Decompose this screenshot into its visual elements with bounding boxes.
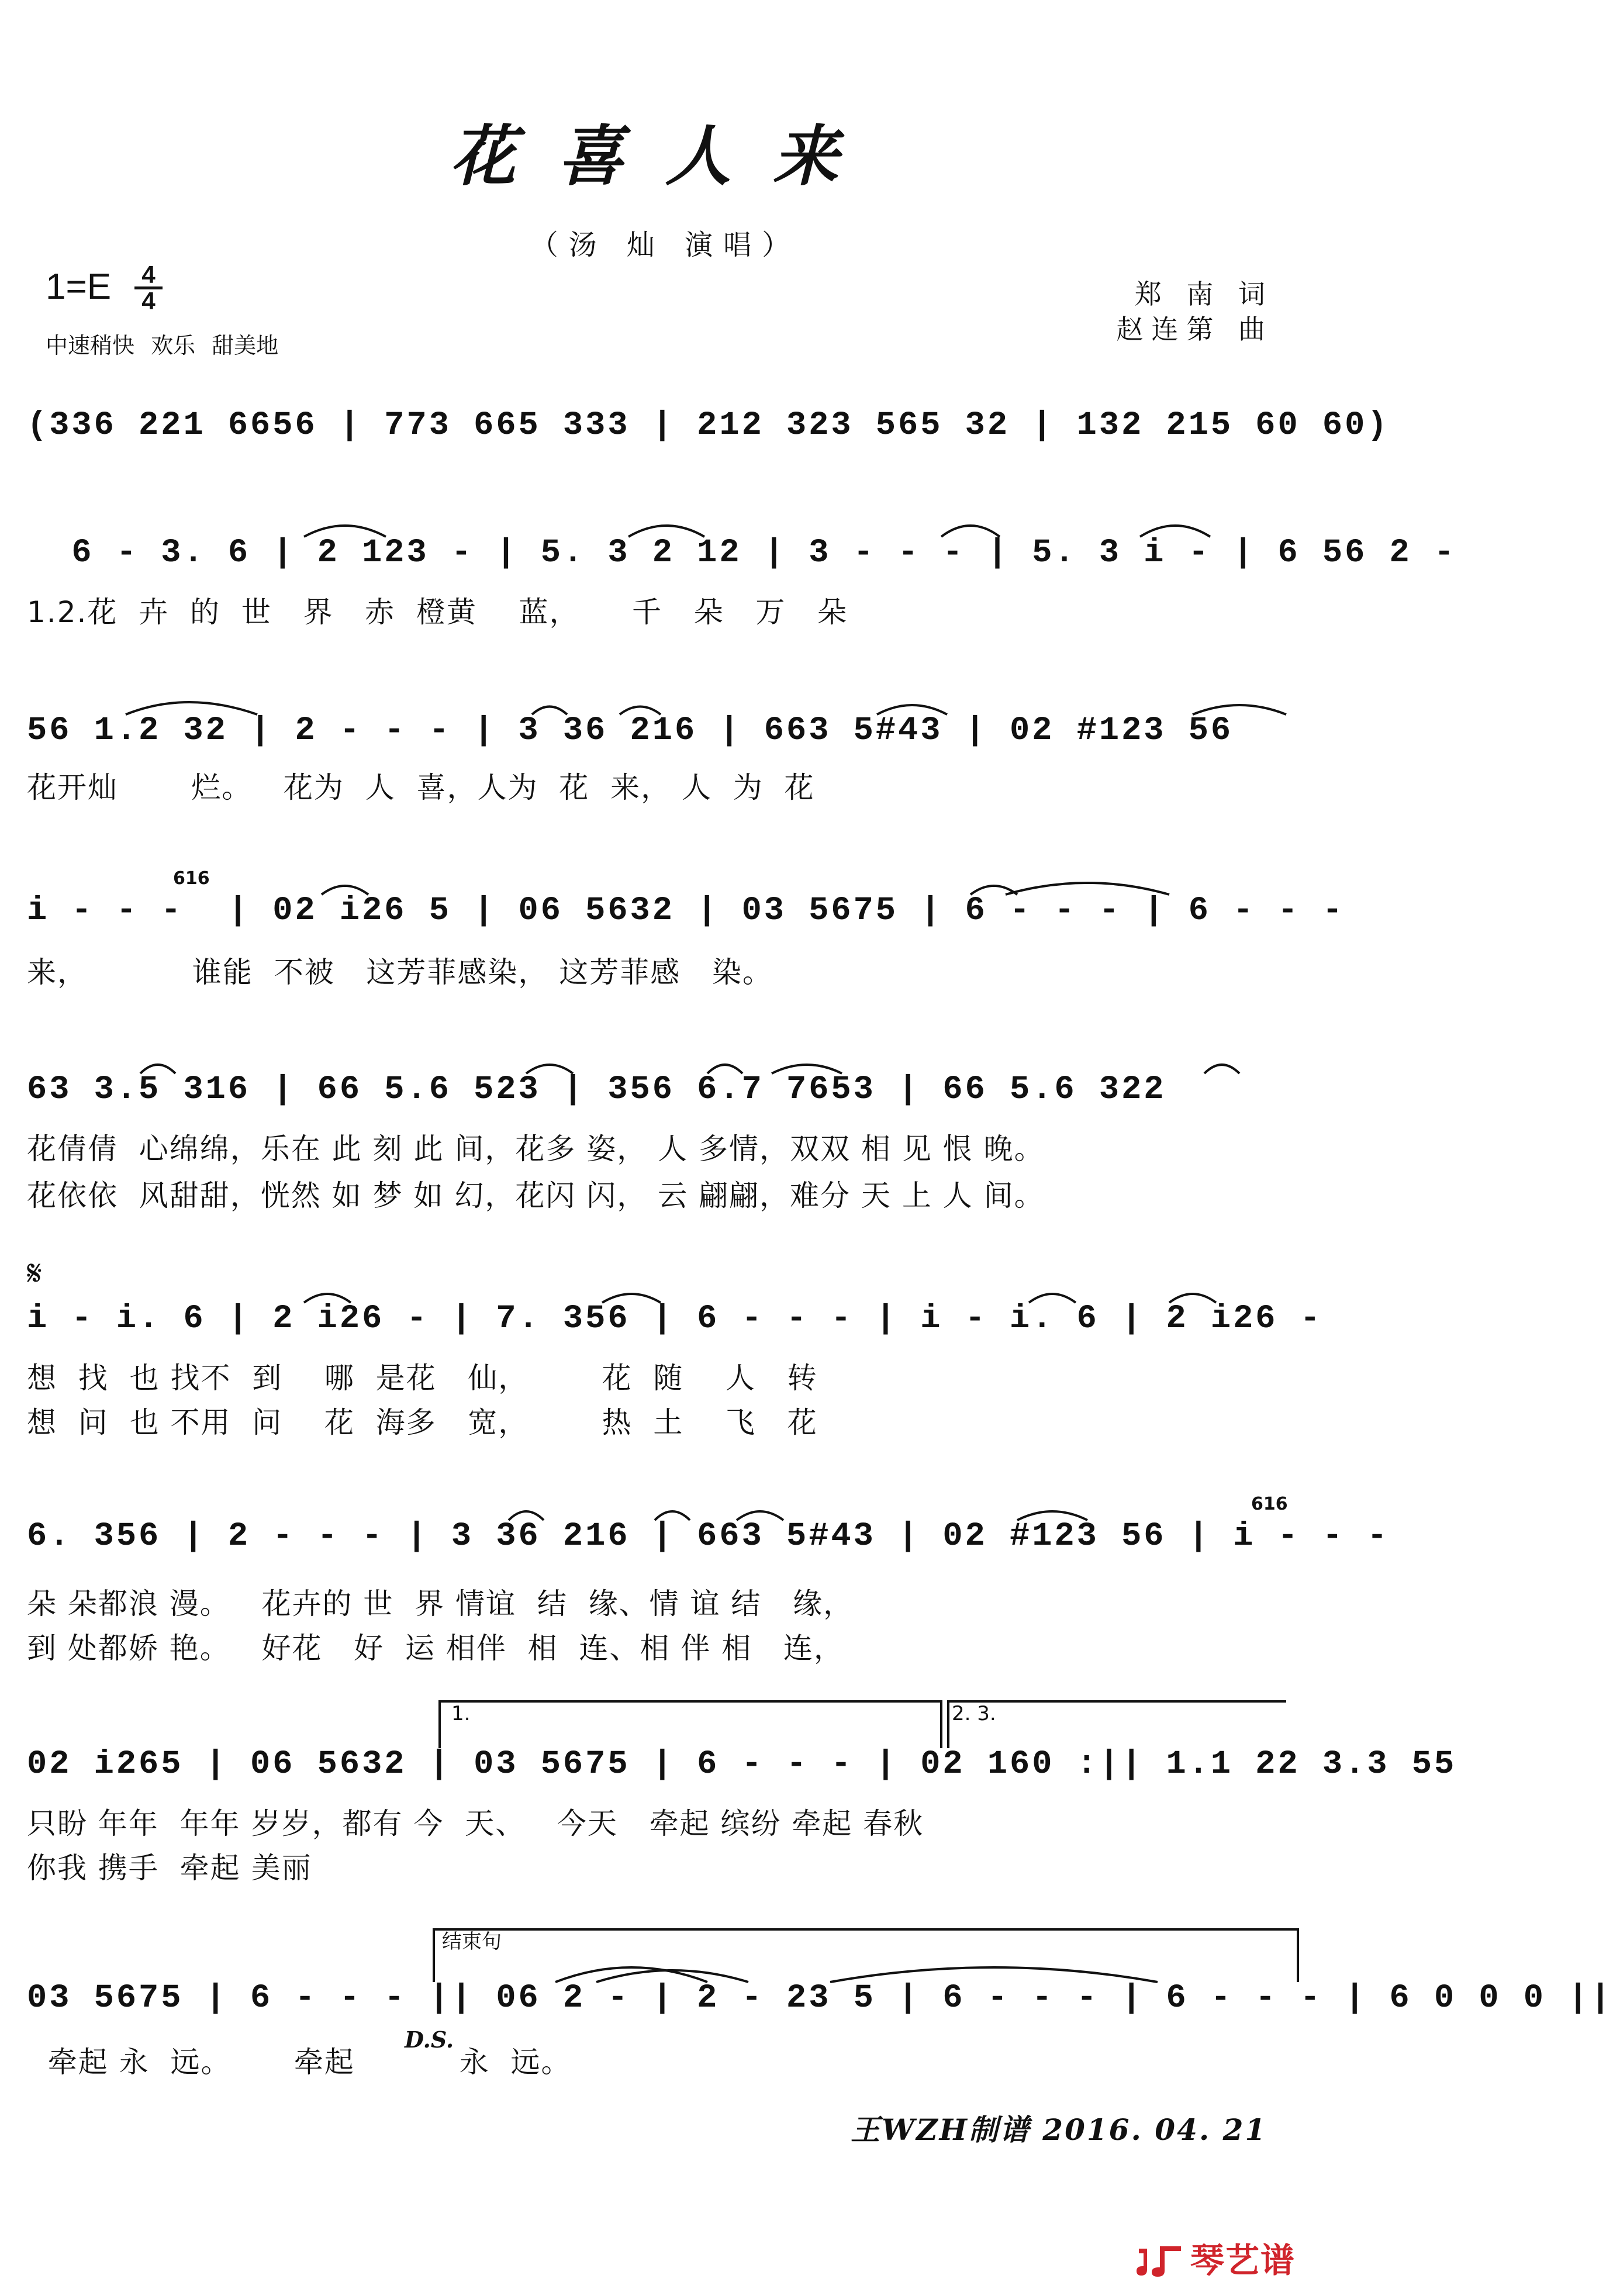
slur xyxy=(1029,1294,1076,1303)
lyric-line-2-1: 花开灿 烂。 花为 人 喜，人为 花 来， 人 为 花 xyxy=(27,771,815,805)
singer-credit: （汤 灿 演唱） xyxy=(530,229,801,261)
notation-line-8: 03 5675 | 6 - - - || 06 2 - | 2 - 23 5 | 6 - - - | 6 - - - | 6 0 0 0 || xyxy=(27,1980,1613,2017)
lyric-line-4-1: 花倩倩 心绵绵，乐在 此 刻 此 间，花多 姿， 人 多情，双双 相 见 恨 晚。 xyxy=(27,1132,1045,1166)
arranger-signature: 王WZH制谱 2016. 04. 21 xyxy=(851,2112,1267,2147)
grace-note-2: 616 xyxy=(1251,1494,1288,1514)
lyric-line-3-1: 来， 谁能 不被 这芳菲感染， 这芳菲感 染。 xyxy=(27,955,773,989)
slur xyxy=(526,1065,573,1073)
notation-line-6: 6. 356 | 2 - - - | 3 36 216 | 663 5#43 | 02 #123 56 | i - - - xyxy=(27,1518,1390,1555)
volta-1-label: 1. xyxy=(451,1702,471,1725)
slur xyxy=(140,1065,175,1073)
lyric-line-6-1: 朵 朵都浪 漫。 花卉的 世 界 情谊 结 缘、情 谊 结 缘， xyxy=(27,1587,854,1621)
lyric-line-1-1: 1.2.花 卉 的 世 界 赤 橙黄 蓝， 千 朵 万 朵 xyxy=(27,595,848,629)
notation-line-7: 02 i265 | 06 5632 | 03 5675 | 6 - - - | 02 160 :|| 1.1 22 3.3 55 xyxy=(27,1746,1457,1783)
lyric-line-6-2: 到 处都娇 艳。 好花 好 运 相伴 相 连、相 伴 相 连， xyxy=(27,1631,844,1665)
lyric-line-7-2: 你我 携手 牵起 美丽 xyxy=(27,1851,312,1885)
logo-text: 琴艺谱 xyxy=(1190,2240,1296,2280)
slur xyxy=(941,526,1000,537)
slur xyxy=(877,705,947,714)
lyricist-credit: 郑 南 词 xyxy=(1134,278,1273,310)
volta-23-bracket xyxy=(948,1701,1286,1748)
notation-line-1: 6 - 3. 6 | 2 123 - | 5. 3 2 12 | 3 - - - | 5. 3 i - | 6 56 2 - xyxy=(27,534,1457,572)
slur xyxy=(126,702,257,714)
slur xyxy=(772,1065,842,1073)
site-logo xyxy=(1135,2240,1296,2280)
lyric-line-8-1: 牵起 永 远。 牵起 永 远。 xyxy=(27,2045,572,2079)
slur xyxy=(1204,1065,1239,1073)
slur xyxy=(655,1511,690,1520)
key-signature: 1=E xyxy=(46,267,112,307)
ds-mark: D.S. xyxy=(405,2026,454,2053)
composer-credit: 赵连第 曲 xyxy=(1116,313,1273,345)
time-signature-top: 4 xyxy=(134,263,163,289)
lyric-line-7-1: 只盼 年年 年年 岁岁，都有 今 天、 今天 牵起 缤纷 牵起 春秋 xyxy=(27,1807,924,1841)
notation-line-5: i - i. 6 | 2 i26 - | 7. 356 | 6 - - - | i - i. 6 | 2 i26 - xyxy=(27,1300,1322,1338)
tempo-marking: 中速稍快 欢乐 甜美地 xyxy=(46,333,279,358)
volta-1-bracket xyxy=(440,1701,941,1748)
slur xyxy=(628,526,704,537)
slur xyxy=(304,526,386,537)
volta-23-label: 2. 3. xyxy=(952,1702,996,1725)
slur xyxy=(602,1294,661,1303)
time-signature-bottom: 4 xyxy=(141,287,156,315)
notation-line-2: 56 1.2 32 | 2 - - - | 3 36 216 | 663 5#43 | 02 #123 56 xyxy=(27,712,1234,750)
lyric-line-5-1: 想 找 也 找不 到 哪 是花 仙， 花 随 人 转 xyxy=(27,1361,818,1395)
slur xyxy=(1017,1511,1087,1520)
coda-label: 结束句 xyxy=(442,1930,502,1953)
notation-line-3: i - - - | 02 i26 5 | 06 5632 | 03 5675 | 6 - - - | 6 - - - xyxy=(27,892,1345,930)
slur xyxy=(830,1967,1158,1982)
music-note-logo-icon xyxy=(1135,2243,1184,2278)
slur xyxy=(707,1065,742,1073)
slur xyxy=(1169,1294,1216,1303)
notation-line-0: (336 221 6656 | 773 665 333 | 212 323 565 32 | 132 215 60 60) xyxy=(27,407,1390,444)
slur xyxy=(322,886,368,895)
lyric-line-5-2: 想 问 也 不用 问 花 海多 宽， 热 土 飞 花 xyxy=(27,1406,818,1439)
slur xyxy=(304,1294,351,1303)
slur xyxy=(737,1511,783,1520)
slur xyxy=(1006,883,1169,895)
slur xyxy=(1140,526,1210,537)
segno-mark: 𝄋 xyxy=(27,1253,42,1294)
song-title: 花喜人来 xyxy=(450,118,880,195)
slur xyxy=(509,1511,544,1520)
coda-bracket xyxy=(434,1929,1298,1982)
notation-line-4: 63 3.5 316 | 66 5.6 523 | 356 6.7 7653 | 66 5.6 322 xyxy=(27,1071,1166,1109)
slur xyxy=(532,707,567,715)
grace-note: 616 xyxy=(173,868,210,889)
lyric-line-4-2: 花依依 风甜甜，恍然 如 梦 如 幻，花闪 闪， 云 翩翩，难分 天 上 人 间。 xyxy=(27,1179,1045,1213)
slur xyxy=(1193,705,1286,714)
slur xyxy=(620,707,661,715)
